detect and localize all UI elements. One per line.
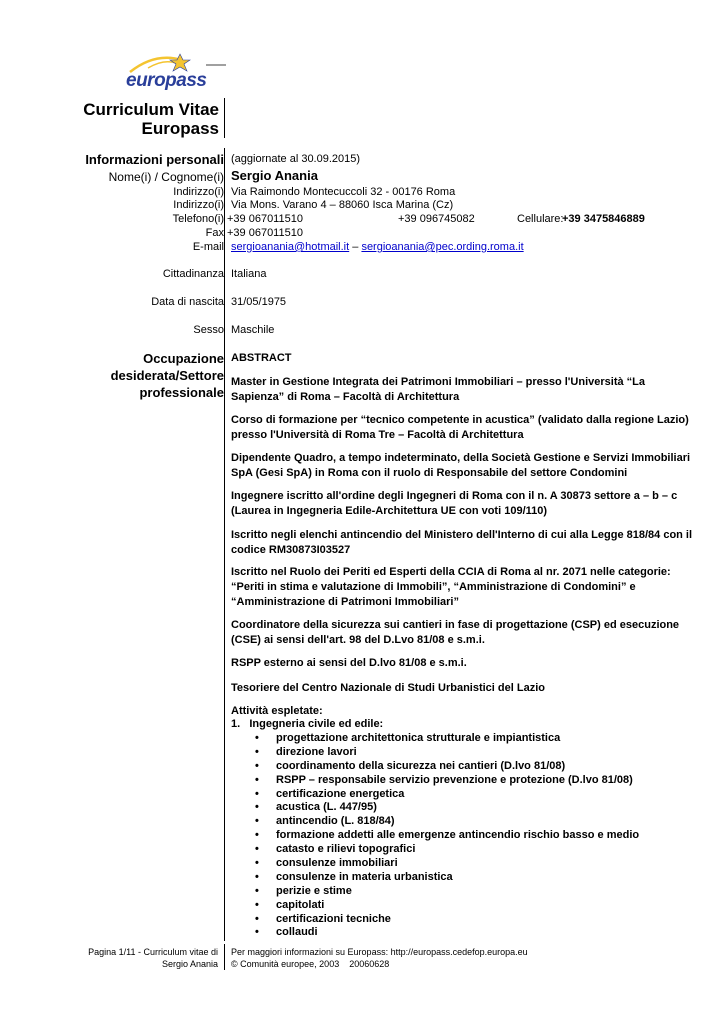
list-item-text: certificazione energetica	[276, 787, 405, 800]
list-item-text: capitolati	[276, 898, 325, 911]
abstract-heading: ABSTRACT	[231, 352, 292, 364]
bullet-icon: •	[255, 898, 259, 911]
sex-value: Maschile	[231, 324, 275, 336]
occupation-label-2: desiderata/Settore	[110, 368, 224, 383]
column-divider-top	[224, 98, 225, 138]
section-personal-info: Informazioni personali	[85, 152, 224, 167]
phone-label: Telefono(i)	[172, 213, 224, 225]
sex-label: Sesso	[193, 324, 224, 336]
address-label-1: Indirizzo(i)	[173, 186, 224, 198]
footer-left-line2: Sergio Anania	[161, 959, 218, 969]
bullet-icon: •	[255, 773, 259, 786]
mobile-number: +39 3475846889	[562, 213, 645, 225]
list-item-text: antincendio (L. 818/84)	[276, 815, 395, 828]
list-item	[231, 871, 639, 885]
bullet-icon: •	[255, 926, 259, 939]
bullet-icon: •	[255, 884, 259, 897]
list-item-text: acustica (L. 447/95)	[276, 801, 377, 814]
email-link-1[interactable]: sergioanania@hotmail.it	[231, 241, 350, 253]
bullet-icon: •	[255, 829, 259, 842]
bullet-icon: •	[255, 745, 259, 758]
address-label-2: Indirizzo(i)	[173, 199, 224, 211]
email-link-2[interactable]: sergioanania@pec.ording.roma.it	[361, 241, 524, 253]
occupation-label-1: Occupazione	[143, 351, 224, 366]
abstract-paragraph: Iscritto nel Ruolo dei Periti ed Esperti della CCIA di Roma al nr. 2071 nelle categorie: “Periti in stima e valutazione di Immobili”, “Amministrazione di Condomini” e “Amministrazione di Patrimoni Immobiliari”	[231, 566, 671, 608]
email-separator: –	[352, 241, 359, 253]
footer-right-line1: Per maggiori informazioni su Europass: http://europass.cedefop.europa.eu	[231, 947, 528, 957]
list-item-text: progettazione architettonica strutturale e impiantistica	[276, 732, 561, 744]
list-item	[231, 899, 639, 913]
list-item-text: certificazioni tecniche	[276, 912, 391, 925]
cv-title-line1: Curriculum Vitae	[83, 100, 219, 119]
bullet-icon: •	[255, 801, 259, 814]
activities-title: Attività espletate:	[231, 705, 323, 717]
list-item	[231, 815, 639, 829]
list-item-text: catasto e rilievi topografici	[276, 843, 416, 856]
abstract-paragraph: Ingegnere iscritto all'ordine degli Ingegneri di Roma con il n. A 30873 settore a – b – c (Laurea in Ingegneria Edile-Architettura UE con voti 109/110)	[231, 490, 678, 517]
abstract-paragraph: Iscritto negli elenchi antincendio del Ministero dell'Interno di cui alla Legge 818/84 con il codice RM30873I03527	[231, 529, 693, 556]
birth-label: Data di nascita	[151, 296, 224, 308]
abstract-paragraph: Coordinatore della sicurezza sui cantieri in fase di progettazione (CSP) ed esecuzione (CSE) ai sensi dell'art. 98 del D.Lvo 81/08 e s.m.i.	[231, 619, 680, 646]
mobile-label: Cellulare:	[517, 213, 564, 225]
abstract-paragraph: Tesoriere del Centro Nazionale di Studi Urbanistici del Lazio	[231, 682, 545, 694]
list-item-text: formazione addetti alle emergenze antincendio rischio basso e medio	[276, 829, 640, 842]
bullet-icon: •	[255, 759, 259, 772]
cv-title-line2: Europass	[141, 119, 219, 138]
abstract-paragraph: Dipendente Quadro, a tempo indeterminato, della Società Gestione e Servizi Immobiliari SpA (Gesi SpA) in Roma con il ruolo di Responsabile del settore Condomini	[231, 452, 691, 479]
footer-left-line1: Pagina 1/11 - Curriculum vitae di	[88, 947, 218, 957]
list-item	[231, 801, 639, 815]
bullet-icon: •	[255, 912, 259, 925]
address-2: Via Mons. Varano 4 – 88060 Isca Marina (Cz)	[231, 199, 454, 211]
birth-value: 31/05/1975	[231, 296, 287, 308]
fax-number: +39 067011510	[227, 227, 303, 239]
bullet-icon: •	[255, 732, 259, 744]
abstract-paragraph: RSPP esterno ai sensi del D.lvo 81/08 e s.m.i.	[231, 657, 467, 669]
occupation-label-3: professionale	[139, 385, 224, 400]
list-item-text: RSPP – responsabile servizio prevenzione e protezione (D.lvo 81/08)	[276, 773, 633, 786]
citizenship-label: Cittadinanza	[162, 268, 224, 280]
bullet-icon: •	[255, 870, 259, 883]
list-item	[231, 843, 639, 857]
bullet-icon: •	[255, 787, 259, 800]
list-item	[231, 774, 639, 788]
address-1: Via Raimondo Montecuccoli 32 - 00176 Roma	[231, 186, 456, 198]
list-item	[231, 732, 639, 746]
list-item	[231, 857, 639, 871]
footer-divider	[224, 944, 225, 970]
abstract-paragraph: Corso di formazione per “tecnico competente in acustica” (validato dalla regione Lazio) presso l'Università di Roma Tre – Facoltà di Architettura	[231, 414, 689, 441]
bullet-icon: •	[255, 815, 259, 828]
fax-label: Fax	[205, 227, 224, 239]
column-divider	[224, 148, 225, 941]
updated-date: (aggiornate al 30.09.2015)	[231, 153, 361, 165]
list-item	[231, 913, 639, 927]
list-item	[231, 788, 639, 802]
full-name: Sergio Anania	[231, 168, 318, 183]
name-label: Nome(i) / Cognome(i)	[108, 170, 224, 184]
email-line	[231, 241, 524, 253]
list-item	[231, 760, 639, 774]
abstract-paragraph: Master in Gestione Integrata dei Patrimoni Immobiliari – presso l'Università “La Sapienza” di Roma – Facoltà di Architettura	[231, 376, 646, 403]
citizenship-value: Italiana	[231, 268, 267, 280]
list-item-text: collaudi	[276, 926, 318, 939]
list-item-text: perizie e stime	[276, 884, 352, 897]
footer-right-line2: © Comunità europee, 2003 20060628	[231, 959, 390, 969]
list-item	[231, 926, 639, 940]
list-item	[231, 746, 639, 760]
list-item-text: direzione lavori	[276, 745, 357, 758]
list-item-text: coordinamento della sicurezza nei cantieri (D.lvo 81/08)	[276, 759, 566, 772]
phone-1: +39 067011510	[227, 213, 303, 225]
activity-heading: 1. Ingegneria civile ed edile:	[231, 718, 384, 730]
bullet-icon: •	[255, 857, 259, 870]
bullet-icon: •	[255, 843, 259, 856]
phone-2: +39 096745082	[398, 213, 475, 225]
email-label: E-mail	[192, 241, 224, 253]
activities-list	[231, 732, 639, 940]
list-item-text: consulenze immobiliari	[276, 857, 398, 870]
europass-logo	[120, 50, 230, 95]
logo-wordmark: europass	[126, 70, 207, 91]
list-item	[231, 829, 639, 843]
list-item-text: consulenze in materia urbanistica	[276, 870, 453, 883]
list-item	[231, 885, 639, 899]
